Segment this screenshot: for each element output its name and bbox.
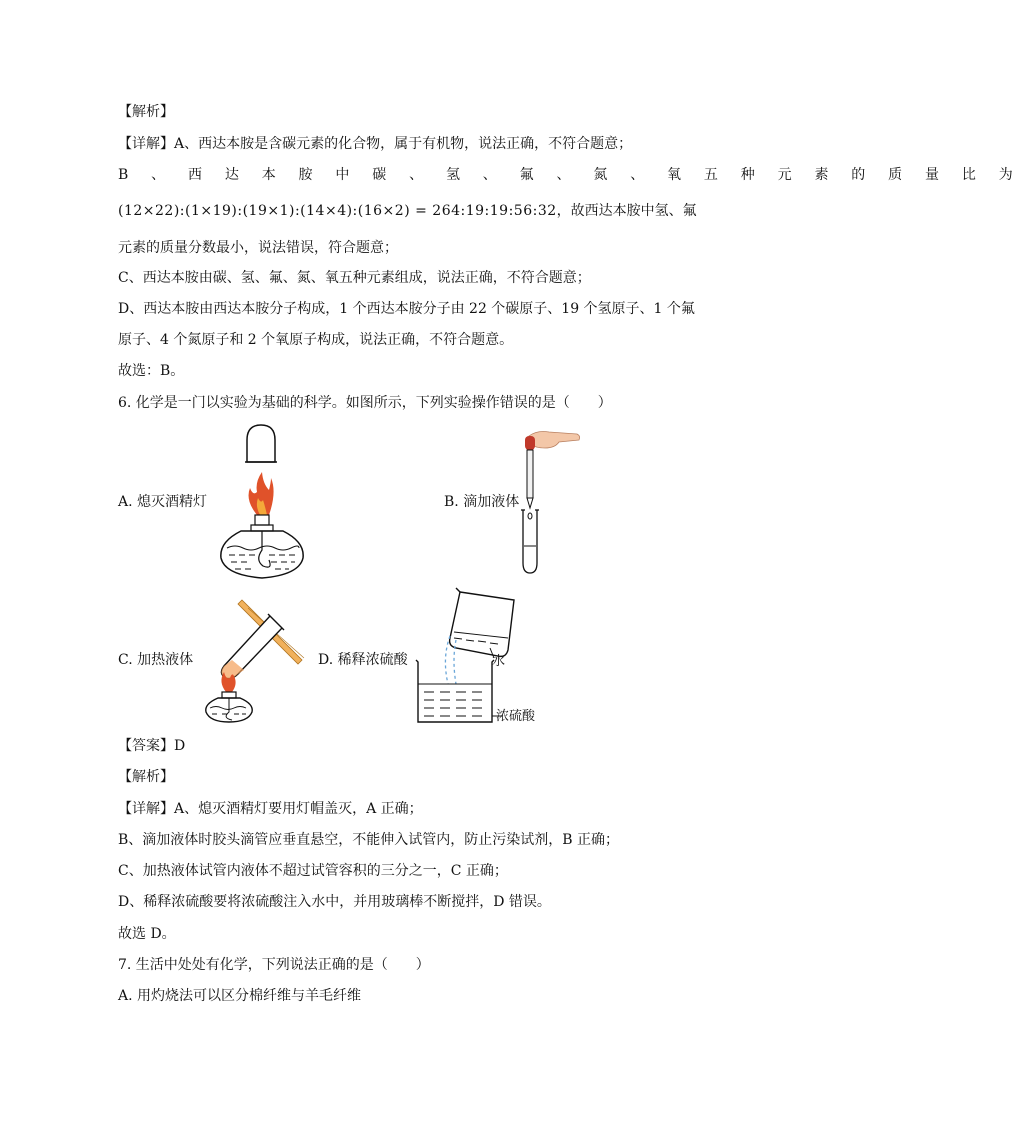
conclusion-1: 故选：B。: [118, 363, 185, 379]
question-6-detail-a: 【详解】A、熄灭酒精灯要用灯帽盖灭，A 正确；: [118, 801, 423, 817]
detail-c: C、西达本胺由碳、氢、氟、氮、氧五种元素组成，说法正确，不符合题意；: [118, 270, 591, 286]
detail-a: 【详解】A、西达本胺是含碳元素的化合物，属于有机物，说法正确，不符合题意；: [118, 136, 633, 152]
question-6-analysis-heading: 【解析】: [118, 769, 174, 785]
question-7-option-a: A. 用灼烧法可以区分棉纤维与羊毛纤维: [118, 988, 362, 1004]
acid-label: 浓硫酸: [496, 709, 536, 724]
question-6-detail-d: D、稀释浓硫酸要将浓硫酸注入水中，并用玻璃棒不断搅拌，D 错误。: [118, 894, 551, 910]
dropper-test-tube-figure: [515, 428, 595, 576]
detail-d-line2: 原子、4 个氮原子和 2 个氧原子构成，说法正确，不符合题意。: [118, 332, 514, 348]
alcohol-lamp-cap-figure: [205, 420, 305, 585]
option-a-label: A. 熄灭酒精灯: [118, 494, 208, 510]
option-b-label: B. 滴加液体: [444, 494, 520, 510]
mass-ratio-formula: (12×22):(1×19):(19×1):(14×4):(16×2) = 264:19:19:56:32: [118, 203, 557, 219]
option-c-label: C. 加热液体: [118, 652, 194, 668]
detail-d-line1: D、西达本胺由西达本胺分子构成，1 个西达本胺分子由 22 个碳原子、19 个氢原子、1 个氟: [118, 301, 695, 317]
question-6-detail-c: C、加热液体试管内液体不超过试管容积的三分之一，C 正确；: [118, 863, 508, 879]
question-6-conclusion: 故选 D。: [118, 926, 176, 942]
detail-b-line2: [118, 201, 697, 221]
analysis-heading: 【解析】: [118, 104, 174, 120]
detail-b-line3: 元素的质量分数最小，说法错误，符合题意；: [118, 240, 398, 256]
question-6-detail-b: B、滴加液体时胶头滴管应垂直悬空，不能伸入试管内，防止污染试剂，B 正确；: [118, 832, 620, 848]
water-label: 水: [492, 654, 506, 669]
detail-b-line1: B 、 西 达 本 胺 中 碳 、 氢 、 氟 、 氮 、 氧 五 种 元 素 的 质 量 比 为: [118, 167, 1022, 183]
question-6-stem: 6. 化学是一门以实验为基础的科学。如图所示，下列实验操作错误的是（ ）: [118, 395, 612, 411]
detail-b-tail: ，故西达本胺中氢、氟: [556, 203, 697, 219]
question-7-stem: 7. 生活中处处有化学，下列说法正确的是（ ）: [118, 957, 430, 973]
question-6-answer: 【答案】D: [118, 738, 186, 754]
heating-test-tube-figure: [198, 600, 308, 725]
option-d-label: D. 稀释浓硫酸: [318, 652, 408, 668]
